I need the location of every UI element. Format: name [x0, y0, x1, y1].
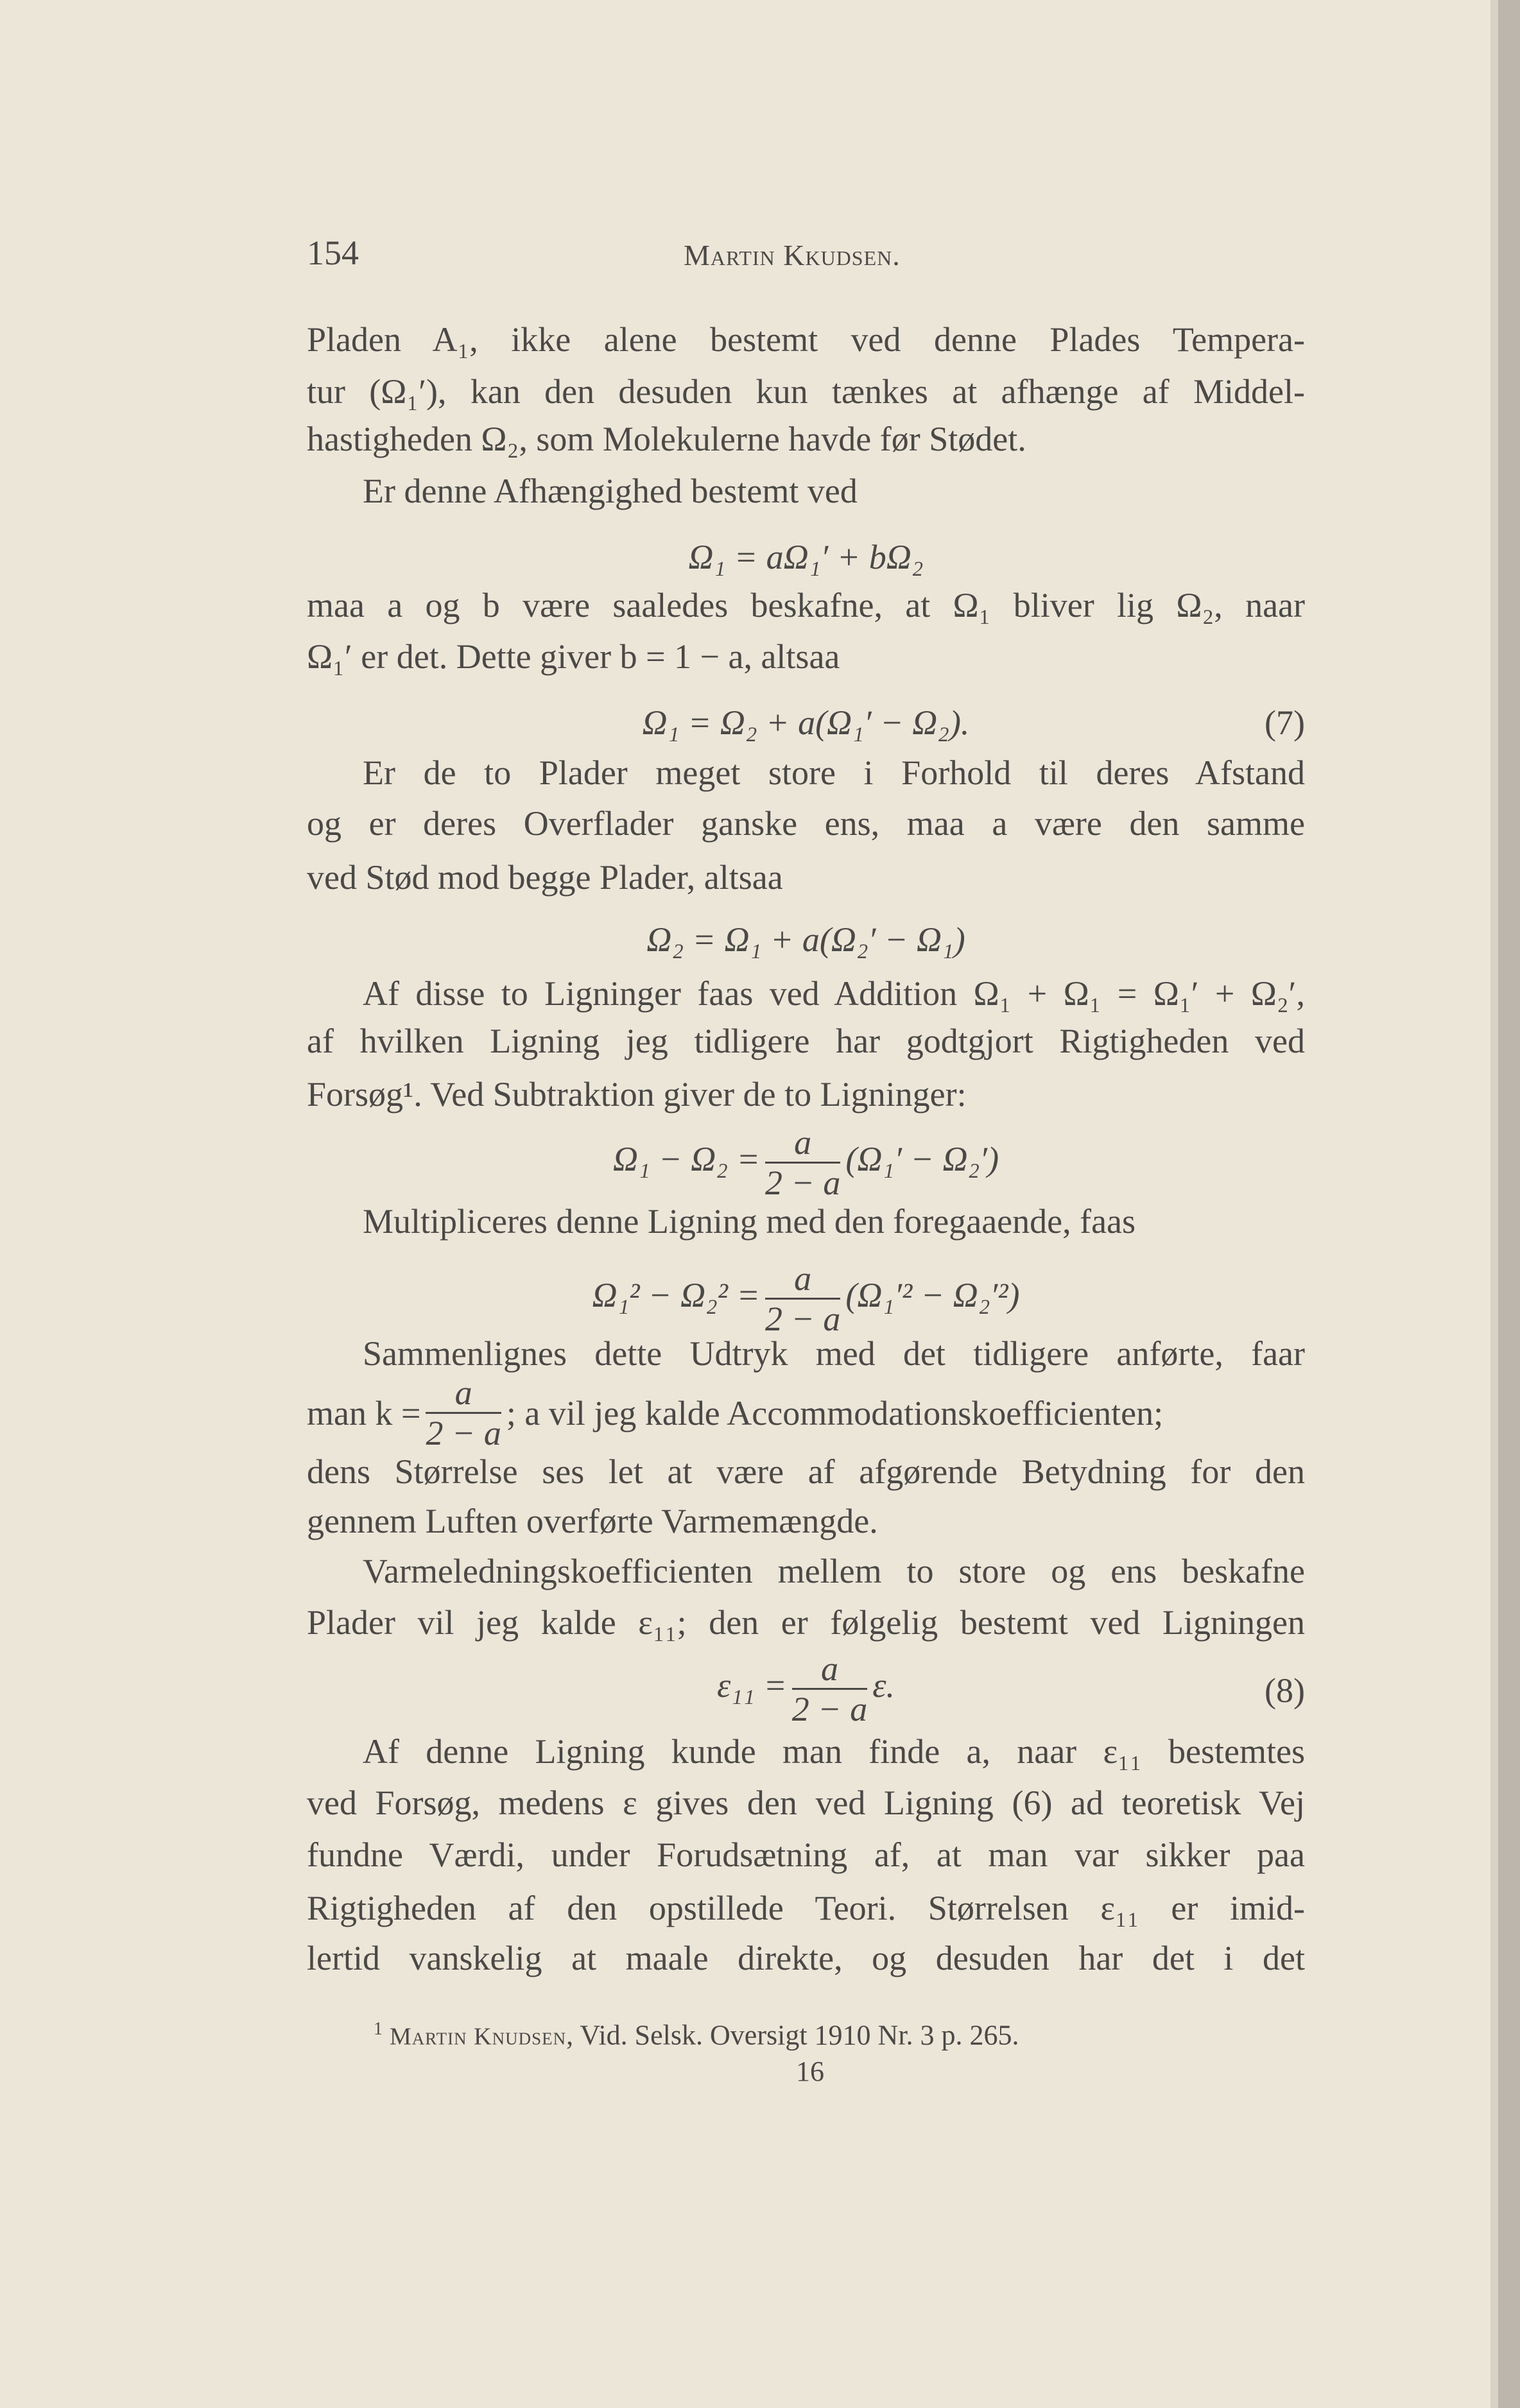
inline-suffix: ; a vil jeg kalde Accommodationskoefficienten; — [506, 1393, 1164, 1432]
numerator: a — [426, 1373, 501, 1414]
text-line: Varmeledningskoefficienten mellem to store og ens beskafne — [363, 1552, 1305, 1590]
equation: Ω₁ = aΩ₁′ + bΩ₂ — [688, 538, 924, 576]
fraction — [765, 1259, 840, 1338]
equation-rhs: (Ω₁′ − Ω₂′) — [845, 1139, 999, 1178]
equation-number: (7) — [1265, 703, 1305, 742]
footnote-text: , Vid. Selsk. Oversigt 1910 Nr. 3 p. 265. — [566, 2019, 1019, 2051]
equation: Ω₂ = Ω₁ + a(Ω₂′ − Ω₁) — [646, 920, 965, 959]
text-line: af hvilken Ligning jeg tidligere har godtgjort Rigtigheden ved — [307, 1022, 1305, 1060]
text-line: Sammenlignes dette Udtryk med det tidligere anførte, faar — [363, 1334, 1305, 1373]
running-head: Martin Kkudsen. — [684, 239, 901, 271]
text-line: Plader vil jeg kalde ε₁₁; den er følgelig bestemt ved Ligningen — [307, 1603, 1305, 1642]
text-line: Af disse to Ligninger faas ved Addition Ω₁ + Ω₁ = Ω₁′ + Ω₂′, — [363, 974, 1305, 1013]
text-line: tur (Ω₁′), kan den desuden kun tænkes at afhænge af Middel- — [307, 372, 1305, 411]
text-line: Er denne Afhængighed bestemt ved — [363, 472, 858, 510]
text-line: Ω₁′ er det. Dette giver b = 1 − a, altsaa — [307, 637, 840, 676]
denominator: 2 − a — [791, 1690, 868, 1728]
text-line: Forsøg¹. Ved Subtraktion giver de to Ligninger: — [307, 1075, 967, 1114]
page-number: 154 — [307, 234, 359, 272]
text-line: Af denne Ligning kunde man finde a, naar ε₁₁ bestemtes — [363, 1732, 1305, 1771]
text-line: ved Stød mod begge Plader, altsaa — [307, 858, 783, 897]
denominator: 2 − a — [426, 1414, 501, 1452]
numerator: a — [792, 1649, 867, 1690]
page-edge — [1498, 0, 1520, 2408]
text-line: Rigtigheden af den opstillede Teori. Størrelsen ε₁₁ er imid- — [307, 1889, 1305, 1927]
denominator: 2 − a — [764, 1300, 841, 1338]
fraction — [792, 1649, 867, 1728]
equation-rhs: (Ω₁′² − Ω₂′²) — [845, 1275, 1020, 1314]
fraction — [426, 1373, 501, 1452]
text-line: Multipliceres denne Ligning med den foregaaende, faas — [363, 1202, 1136, 1241]
equation-lhs: Ω₁ − Ω₂ = — [612, 1139, 760, 1178]
signature-mark: 16 — [796, 2056, 824, 2087]
page-edge-shadow — [1490, 0, 1498, 2408]
equation-8 — [307, 1649, 1305, 1728]
denominator: 2 − a — [764, 1164, 841, 1202]
footnote-author: Martin Knudsen — [390, 2023, 567, 2051]
equation-7: Ω₁ = Ω₂ + a(Ω₁′ − Ω₂). — [642, 703, 970, 742]
numerator: a — [765, 1123, 840, 1164]
footnote — [374, 2011, 1019, 2055]
equation-number: (8) — [1265, 1671, 1305, 1710]
text-line: fundne Værdi, under Forudsætning af, at man var sikker paa — [307, 1836, 1305, 1874]
text-line: Er de to Plader meget store i Forhold til deres Afstand — [363, 753, 1305, 792]
text-line: dens Størrelse ses let at være af afgørende Betydning for den — [307, 1452, 1305, 1491]
numerator: a — [765, 1259, 840, 1300]
text-line: maa a og b være saaledes beskafne, at Ω₁ bliver lig Ω₂, naar — [307, 586, 1305, 624]
text-line-k — [307, 1373, 1305, 1452]
equation-subtraction — [307, 1123, 1305, 1202]
text-line: Pladen A₁, ikke alene bestemt ved denne Plades Tempera- — [307, 320, 1305, 359]
text-line: lertid vanskelig at maale direkte, og desuden har det i det — [307, 1939, 1305, 1977]
text-line: gennem Luften overførte Varmemængde. — [307, 1502, 878, 1540]
text-line: hastigheden Ω₂, som Molekulerne havde før Stødet. — [307, 420, 1026, 458]
equation-lhs: Ω₁² − Ω₂² = — [592, 1275, 760, 1314]
text-line: ved Forsøg, medens ε gives den ved Ligning (6) ad teoretisk Vej — [307, 1784, 1305, 1822]
inline-prefix: man k = — [307, 1393, 421, 1432]
footnote-marker: 1 — [374, 2019, 383, 2039]
text-line: og er deres Overflader ganske ens, maa a være den samme — [307, 804, 1305, 843]
fraction — [765, 1123, 840, 1202]
equation-rhs: ε. — [872, 1665, 895, 1705]
equation-squares — [307, 1259, 1305, 1338]
equation-lhs: ε₁₁ = — [717, 1665, 787, 1705]
